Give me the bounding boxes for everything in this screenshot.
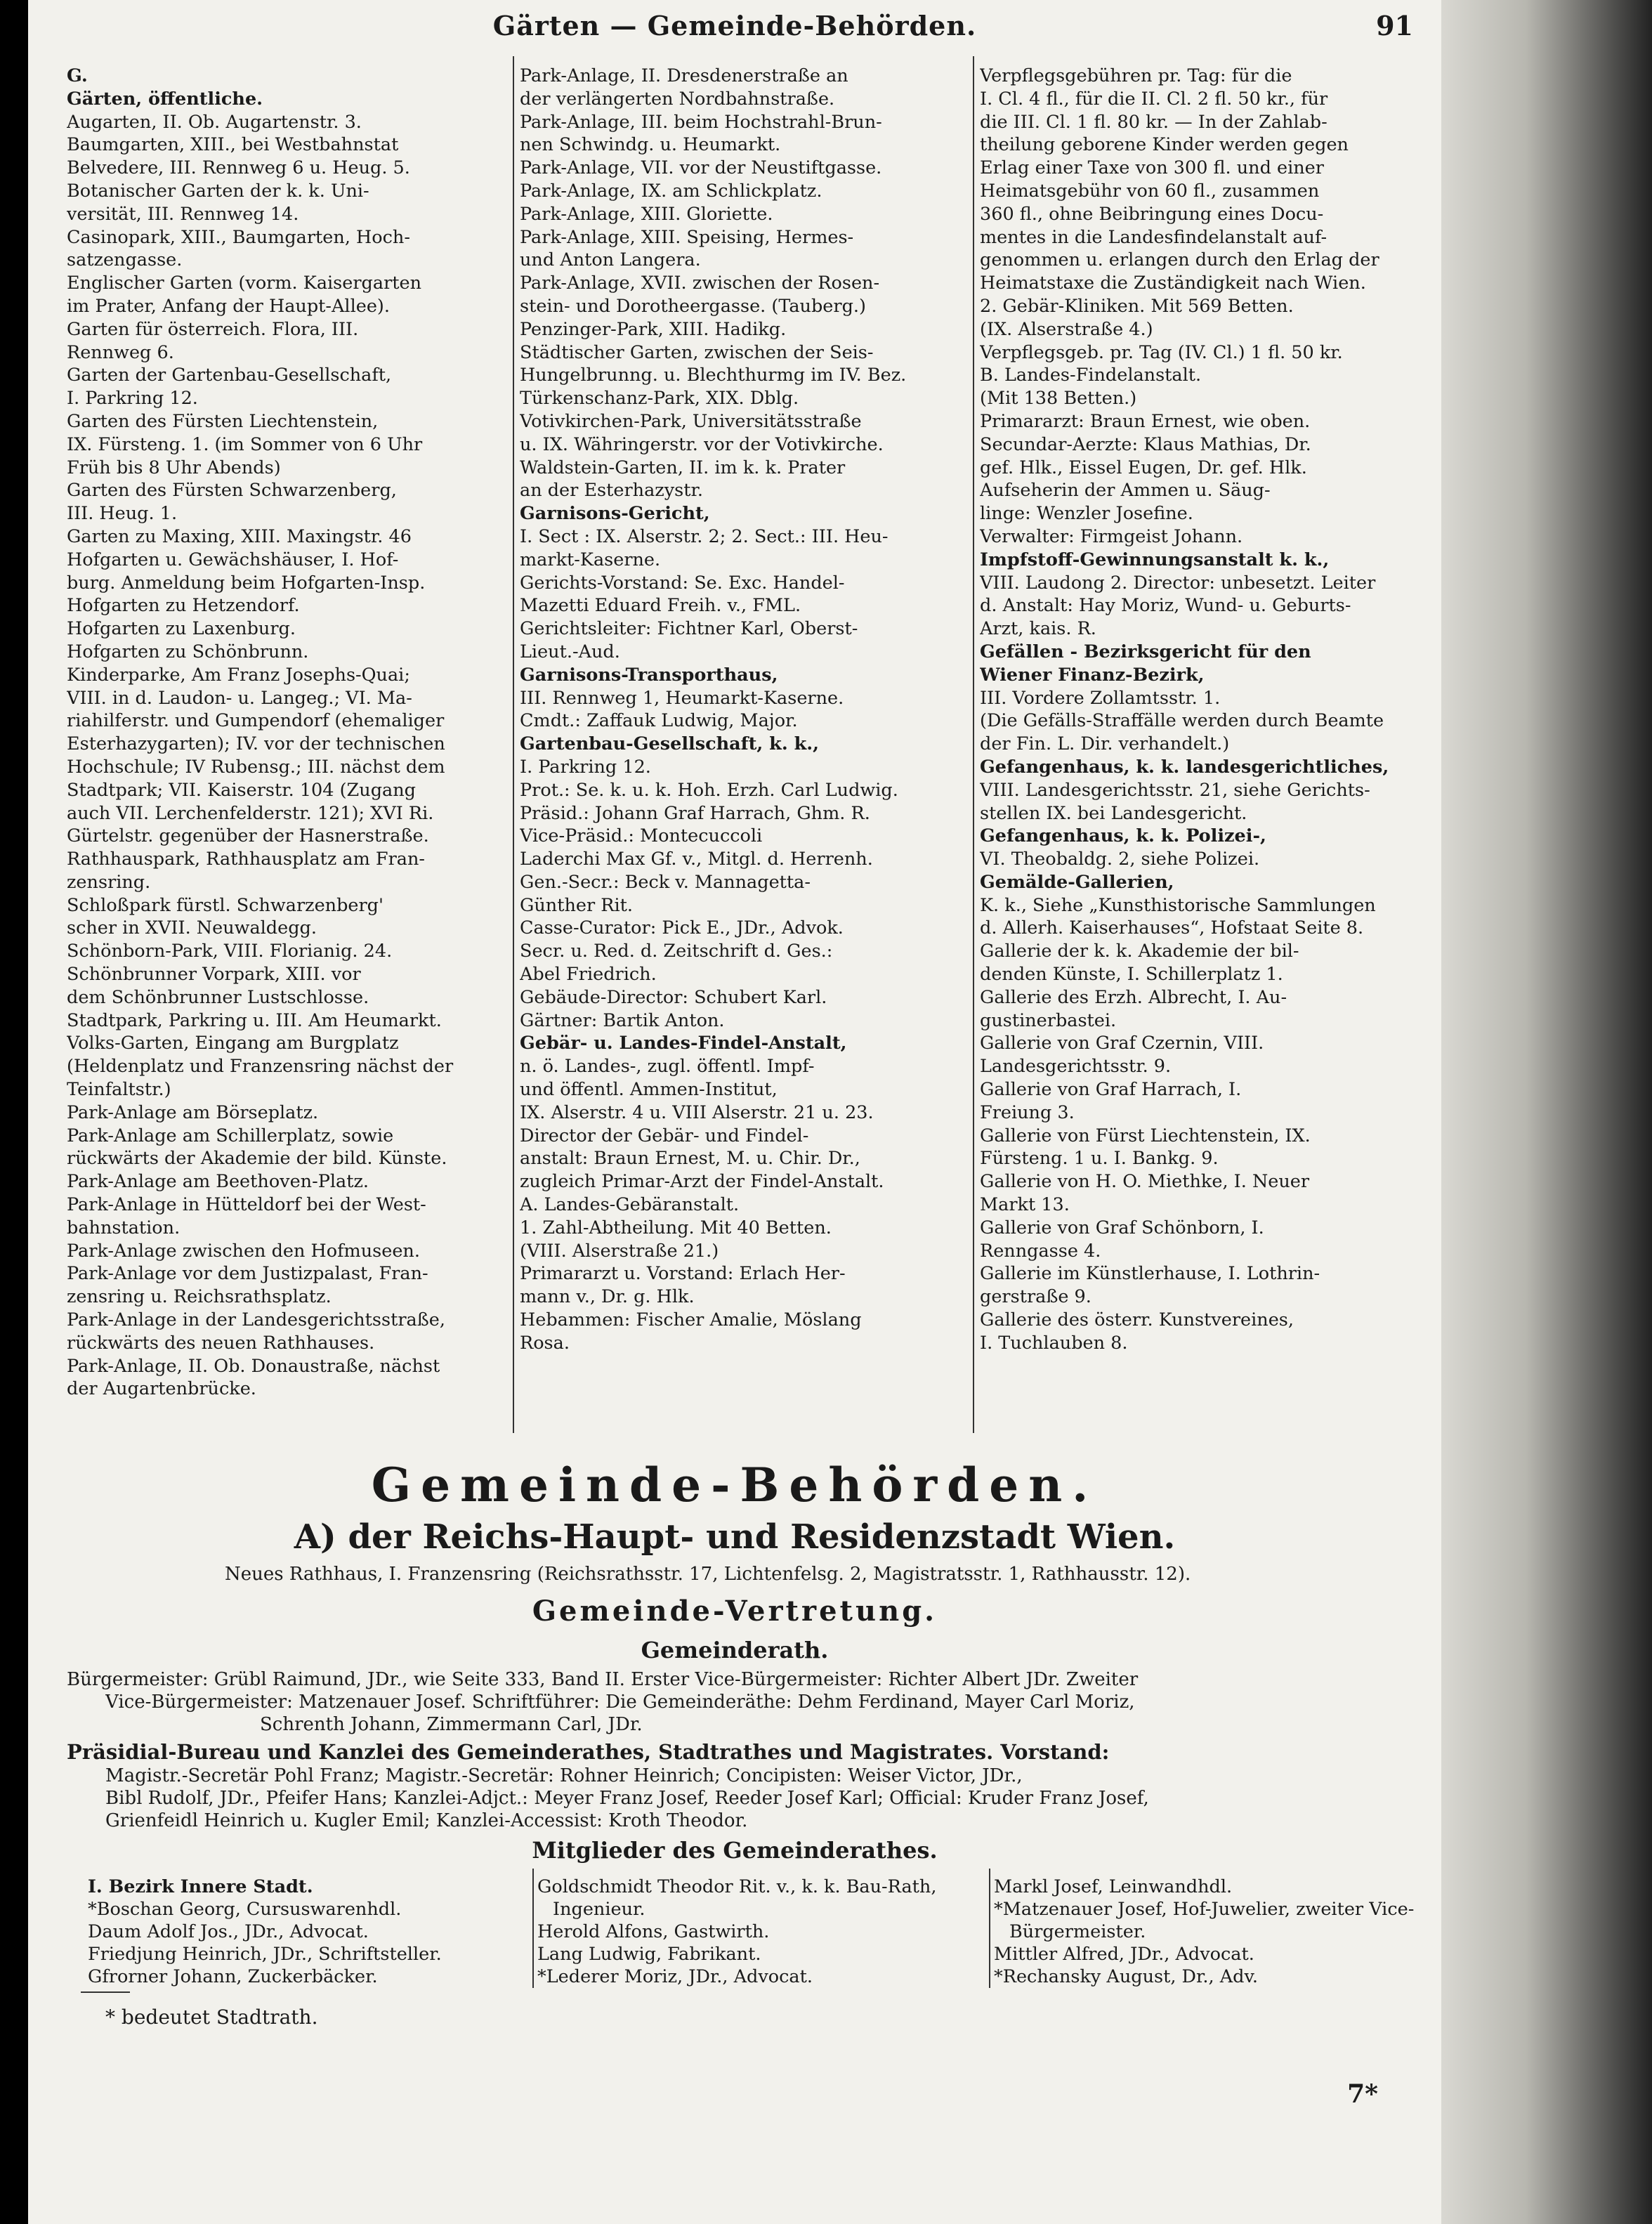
entry-line: Park-Anlage, XIII. Speising, Hermes- — [520, 226, 854, 248]
entry-line: Schloßpark fürstl. Schwarzenberg' — [67, 894, 384, 916]
entry-line: Rathhauspark, Rathhausplatz am Fran- — [67, 849, 426, 870]
entry-line: Gürtelstr. gegenüber der Hasnerstraße. — [67, 825, 429, 847]
praesidial-line-4: Grienfeidl Heinrich u. Kugler Emil; Kanzlei-Accessist: Kroth Theodor. — [105, 1810, 748, 1831]
entry-line: der Augartenbrücke. — [67, 1378, 256, 1400]
entry-line: (Heldenplatz und Franzensring nächst der — [67, 1056, 454, 1078]
member-district-heading: I. Bezirk Innere Stadt. — [88, 1876, 313, 1897]
entry-heading: Garnisons-Transporthaus, — [520, 664, 778, 686]
entry-line: der Fin. L. Dir. verhandelt.) — [980, 733, 1230, 755]
praesidial-line-3: Bibl Rudolf, JDr., Pfeifer Hans; Kanzlei-Adjct.: Meyer Franz Josef, Reeder Josef Karl; Official: Kruder Franz Josef, — [105, 1788, 1149, 1809]
entry-line: Hofgarten zu Laxenburg. — [67, 618, 296, 640]
entry-line: Votivkirchen-Park, Universitätsstraße — [520, 410, 862, 432]
page-title: Gärten — Gemeinde-Behörden. — [492, 10, 977, 41]
entry-line: Gerichtsleiter: Fichtner Karl, Oberst- — [520, 618, 858, 640]
entry-line: Gallerie von Graf Czernin, VIII. — [980, 1033, 1264, 1054]
entry-line: Hofgarten u. Gewächshäuser, I. Hof- — [67, 549, 399, 570]
member-entry: *Boschan Georg, Cursuswarenhdl. — [88, 1899, 402, 1920]
members-column-2 — [537, 1876, 987, 1988]
entry-line: Gebäude-Director: Schubert Karl. — [520, 986, 827, 1008]
entry-line: satzengasse. — [67, 249, 183, 271]
entry-line: Esterhazygarten); IV. vor der technischen — [67, 733, 445, 755]
members-divider-2 — [989, 1869, 990, 1988]
column-divider-1 — [513, 56, 514, 1433]
section-subtitle: A) der Reichs-Haupt- und Residenzstadt Wien. — [294, 1517, 1176, 1557]
entry-line: Markt 13. — [980, 1194, 1070, 1216]
entry-line: Heimatstaxe die Zuständigkeit nach Wien. — [980, 273, 1366, 294]
entry-line: Hungelbrunng. u. Blechthurmg im IV. Bez. — [520, 365, 907, 386]
entry-line: Park-Anlage, II. Dresdenerstraße an — [520, 65, 848, 86]
entry-line: III. Vordere Zollamtsstr. 1. — [980, 687, 1221, 709]
buergermeister-line-2: Vice-Bürgermeister: Matzenauer Josef. Schriftführer: Die Gemeinderäthe: Dehm Ferdinand, Mayer Carl Moriz, — [105, 1692, 1135, 1713]
entry-line: Park-Anlage am Schillerplatz, sowie — [67, 1125, 394, 1146]
entry-line: Gallerie des österr. Kunstvereines, — [980, 1309, 1294, 1331]
entry-line: markt-Kaserne. — [520, 549, 661, 570]
entry-line: VIII. in d. Laudon- u. Langeg.; VI. Ma- — [67, 687, 412, 709]
entry-line: Prot.: Se. k. u. k. Hoh. Erzh. Carl Ludwig. — [520, 779, 898, 801]
entry-line: Casinopark, XIII., Baumgarten, Hoch- — [67, 226, 410, 248]
entry-line: Vice-Präsid.: Montecuccoli — [520, 825, 763, 847]
rathhaus-address: Neues Rathhaus, I. Franzensring (Reichsrathsstr. 17, Lichtenfelsg. 2, Magistratsstr. 1, Rathhausstr. 12). — [225, 1564, 1191, 1585]
entry-line: dem Schönbrunner Lustschlosse. — [67, 986, 369, 1008]
entry-line: Fürsteng. 1 u. I. Bankg. 9. — [980, 1148, 1219, 1170]
entry-line: rückwärts des neuen Rathhauses. — [67, 1332, 375, 1354]
entry-line: Teinfaltstr.) — [67, 1079, 171, 1101]
column-2 — [520, 65, 969, 1355]
entry-line: Aufseherin der Ammen u. Säug- — [980, 480, 1271, 502]
entry-line: Gallerie von H. O. Miethke, I. Neuer — [980, 1171, 1310, 1193]
entry-line: nen Schwindg. u. Heumarkt. — [520, 134, 781, 156]
entry-line: A. Landes-Gebäranstalt. — [520, 1194, 740, 1216]
vertretung-heading: Gemeinde-Vertretung. — [532, 1595, 938, 1628]
praesidial-line-1: Präsidial-Bureau und Kanzlei des Gemeinderathes, Stadtrathes und Magistrates. Vorstand: — [67, 1741, 1110, 1763]
entry-line: B. Landes-Findelanstalt. — [980, 365, 1202, 386]
entry-line: Garten des Fürsten Liechtenstein, — [67, 410, 379, 432]
entry-heading: Impfstoff-Gewinnungsanstalt k. k., — [980, 549, 1330, 570]
entry-line: K. k., Siehe „Kunsthistorische Sammlungen — [980, 894, 1376, 916]
entry-line: Waldstein-Garten, II. im k. k. Prater — [520, 457, 846, 478]
entry-line: Mazetti Eduard Freih. v., FML. — [520, 595, 801, 617]
entry-line: Hochschule; IV Rubensg.; III. nächst dem — [67, 756, 445, 778]
entry-line: I. Parkring 12. — [67, 388, 198, 410]
entry-line: Park-Anlage am Beethoven-Platz. — [67, 1171, 369, 1193]
footnote: * bedeutet Stadtrath. — [105, 2006, 318, 2029]
entry-line: Schönborn-Park, VIII. Florianig. 24. — [67, 941, 393, 962]
entry-line: Lieut.-Aud. — [520, 641, 620, 662]
entry-line: Verpflegsgebühren pr. Tag: für die — [980, 65, 1292, 86]
entry-heading: Gefällen - Bezirksgericht für den — [980, 641, 1311, 662]
entry-line: Gärtner: Bartik Anton. — [520, 1009, 725, 1031]
entry-line: Türkenschanz-Park, XIX. Dblg. — [520, 388, 799, 410]
entry-line: mentes in die Landesfindelanstalt auf- — [980, 226, 1328, 248]
entry-line: linge: Wenzler Josefine. — [980, 503, 1193, 525]
entry-line: Rosa. — [520, 1332, 570, 1354]
footnote-rule — [81, 1991, 130, 1993]
entry-line: Englischer Garten (vorm. Kaisergarten — [67, 273, 422, 294]
entry-line: I. Cl. 4 fl., für die II. Cl. 2 fl. 50 kr., für — [980, 88, 1328, 110]
entry-line: d. Allerh. Kaiserhauses“, Hofstaat Seite 8. — [980, 917, 1364, 939]
entry-line: Hofgarten zu Schönbrunn. — [67, 641, 309, 662]
entry-line: im Prater, Anfang der Haupt-Allee). — [67, 295, 390, 317]
member-entry: Goldschmidt Theodor Rit. v., k. k. Bau-Rath, — [537, 1876, 937, 1897]
entry-line: Park-Anlage, VII. vor der Neustiftgasse. — [520, 157, 882, 179]
entry-line: gerstraße 9. — [980, 1286, 1092, 1308]
entry-line: Verpflegsgeb. pr. Tag (IV. Cl.) 1 fl. 50 kr. — [980, 341, 1343, 363]
entry-line: u. IX. Währingerstr. vor der Votivkirche. — [520, 433, 884, 455]
entry-line: stellen IX. bei Landesgericht. — [980, 802, 1247, 824]
signature-mark: 7* — [1347, 2079, 1378, 2109]
entry-line: (VIII. Alserstraße 21.) — [520, 1240, 719, 1262]
entry-line: Laderchi Max Gf. v., Mitgl. d. Herrenh. — [520, 849, 873, 870]
entry-line: Gallerie von Graf Harrach, I. — [980, 1079, 1242, 1101]
entry-line: Penzinger-Park, XIII. Hadikg. — [520, 318, 787, 340]
entry-line: Gallerie von Fürst Liechtenstein, IX. — [980, 1125, 1311, 1146]
buergermeister-line-1: Bürgermeister: Grübl Raimund, JDr., wie Seite 333, Band II. Erster Vice-Bürgermeister: Richter Albert JDr. Zweiter — [67, 1669, 1139, 1690]
entry-line: Verwalter: Firmgeist Johann. — [980, 525, 1243, 547]
column-1 — [67, 65, 509, 1401]
entry-line: Gerichts-Vorstand: Se. Exc. Handel- — [520, 572, 845, 594]
member-entry: Herold Alfons, Gastwirth. — [537, 1921, 770, 1942]
buergermeister-line-3: Schrenth Johann, Zimmermann Carl, JDr. — [260, 1714, 643, 1735]
gemeinderath-heading: Gemeinderath. — [641, 1637, 829, 1663]
entry-line: Park-Anlage am Börseplatz. — [67, 1101, 319, 1123]
entry-line: Stadtpark, Parkring u. III. Am Heumarkt. — [67, 1009, 442, 1031]
mitglieder-heading: Mitglieder des Gemeinderathes. — [532, 1837, 938, 1864]
entry-line: Park-Anlage in der Landesgerichtsstraße, — [67, 1309, 445, 1331]
entry-line: Landesgerichtsstr. 9. — [980, 1056, 1172, 1078]
entry-line: I. Tuchlauben 8. — [980, 1332, 1128, 1354]
entry-line: d. Anstalt: Hay Moriz, Wund- u. Geburts- — [980, 595, 1351, 617]
member-entry: Lang Ludwig, Fabrikant. — [537, 1944, 761, 1965]
entry-line: rückwärts der Akademie der bild. Künste. — [67, 1148, 447, 1170]
entry-line: Erlag einer Taxe von 300 fl. und einer — [980, 157, 1324, 179]
member-entry: Gfrorner Johann, Zuckerbäcker. — [88, 1966, 378, 1987]
entry-line: zensring. — [67, 871, 151, 893]
entry-line: Secundar-Aerzte: Klaus Mathias, Dr. — [980, 433, 1311, 455]
entry-line: Secr. u. Red. d. Zeitschrift d. Ges.: — [520, 941, 833, 962]
entry-heading: Gemälde-Gallerien, — [980, 871, 1174, 893]
entry-line: Gallerie der k. k. Akademie der bil- — [980, 941, 1299, 962]
entry-line: stein- und Dorotheergasse. (Tauberg.) — [520, 295, 866, 317]
member-entry: Mittler Alfred, JDr., Advocat. — [994, 1944, 1254, 1965]
page-number: 91 — [1376, 10, 1413, 41]
entry-line: IX. Alserstr. 4 u. VIII Alserstr. 21 u. 23. — [520, 1101, 874, 1123]
entry-line: Günther Rit. — [520, 894, 633, 916]
entry-line: Park-Anlage, II. Ob. Donaustraße, nächst — [67, 1355, 440, 1377]
entry-heading: Wiener Finanz-Bezirk, — [980, 664, 1205, 686]
running-head — [28, 10, 1441, 52]
entry-line: Casse-Curator: Pick E., JDr., Advok. — [520, 917, 844, 939]
column-3 — [980, 65, 1429, 1355]
entry-line: Belvedere, III. Rennweg 6 u. Heug. 5. — [67, 157, 410, 179]
entry-line: Director der Gebär- und Findel- — [520, 1125, 809, 1146]
entry-line: gef. Hlk., Eissel Eugen, Dr. gef. Hlk. — [980, 457, 1307, 478]
entry-line: und Anton Langera. — [520, 249, 701, 271]
entry-line: Freiung 3. — [980, 1101, 1075, 1123]
entry-line: Kinderparke, Am Franz Josephs-Quai; — [67, 664, 410, 686]
entry-line: 1. Zahl-Abtheilung. Mit 40 Betten. — [520, 1217, 832, 1238]
entry-line: mann v., Dr. g. Hlk. — [520, 1286, 695, 1308]
entry-line: Abel Friedrich. — [520, 964, 657, 986]
entry-line: Garten der Gartenbau-Gesellschaft, — [67, 365, 392, 386]
member-entry: Bürgermeister. — [1009, 1921, 1146, 1942]
entry-line: Park-Anlage in Hütteldorf bei der West- — [67, 1194, 426, 1216]
entry-line: genommen u. erlangen durch den Erlag der — [980, 249, 1379, 271]
entry-line: Hofgarten zu Hetzendorf. — [67, 595, 300, 617]
entry-line: VIII. Landesgerichtsstr. 21, siehe Gerichts- — [980, 779, 1370, 801]
members-column-1 — [88, 1876, 530, 1988]
column-divider-2 — [973, 56, 974, 1433]
entry-line: Renngasse 4. — [980, 1240, 1101, 1262]
entry-line: Gallerie des Erzh. Albrecht, I. Au- — [980, 986, 1287, 1008]
entry-heading: Gebär- u. Landes-Findel-Anstalt, — [520, 1033, 847, 1054]
entry-line: VIII. Laudong 2. Director: unbesetzt. Leiter — [980, 572, 1376, 594]
entry-line: Gen.-Secr.: Beck v. Mannagetta- — [520, 871, 811, 893]
entry-line: I. Parkring 12. — [520, 756, 651, 778]
entry-line: Botanischer Garten der k. k. Uni- — [67, 180, 369, 202]
entry-line: Gallerie von Graf Schönborn, I. — [980, 1217, 1264, 1238]
entry-line: Schönbrunner Vorpark, XIII. vor — [67, 964, 361, 986]
entry-line: Hebammen: Fischer Amalie, Möslang — [520, 1309, 862, 1331]
entry-line: zensring u. Reichsrathsplatz. — [67, 1286, 332, 1308]
entry-line: Park-Anlage, III. beim Hochstrahl-Brun- — [520, 111, 882, 133]
entry-line: Primararzt: Braun Ernest, wie oben. — [980, 410, 1311, 432]
member-entry: *Matzenauer Josef, Hof-Juwelier, zweiter Vice- — [994, 1899, 1415, 1920]
entry-line: an der Esterhazystr. — [520, 480, 703, 502]
entry-line: Park-Anlage, XVII. zwischen der Rosen- — [520, 273, 880, 294]
entry-line: scher in XVII. Neuwaldegg. — [67, 917, 317, 939]
entry-line: VI. Theobaldg. 2, siehe Polizei. — [980, 849, 1260, 870]
members-divider-1 — [532, 1869, 534, 1988]
entry-line: und öffentl. Ammen-Institut, — [520, 1079, 778, 1101]
entry-line: Garten für österreich. Flora, III. — [67, 318, 359, 340]
entry-line: Park-Anlage, XIII. Gloriette. — [520, 203, 773, 225]
entry-line: Garten zu Maxing, XIII. Maxingstr. 46 — [67, 525, 412, 547]
entry-heading: Gefangenhaus, k. k. landesgerichtliches, — [980, 756, 1389, 778]
entry-line: Cmdt.: Zaffauk Ludwig, Major. — [520, 710, 798, 732]
entry-line: n. ö. Landes-, zugl. öffentl. Impf- — [520, 1056, 815, 1078]
entry-line: Park-Anlage vor dem Justizpalast, Fran- — [67, 1263, 428, 1285]
entry-line: Städtischer Garten, zwischen der Seis- — [520, 341, 874, 363]
entry-line: burg. Anmeldung beim Hofgarten-Insp. — [67, 572, 426, 594]
entry-line: anstalt: Braun Ernest, M. u. Chir. Dr., — [520, 1148, 860, 1170]
entry-line: bahnstation. — [67, 1217, 181, 1238]
entry-line: III. Rennweg 1, Heumarkt-Kaserne. — [520, 687, 844, 709]
entry-line: III. Heug. 1. — [67, 503, 178, 525]
entry-line: versität, III. Rennweg 14. — [67, 203, 299, 225]
entry-line: Augarten, II. Ob. Augartenstr. 3. — [67, 111, 362, 133]
entry-line: 2. Gebär-Kliniken. Mit 569 Betten. — [980, 295, 1294, 317]
section-title: Gemeinde-Behörden. — [371, 1458, 1099, 1512]
member-entry: Markl Josef, Leinwandhdl. — [994, 1876, 1233, 1897]
entry-line: Präsid.: Johann Graf Harrach, Ghm. R. — [520, 802, 870, 824]
entry-line: denden Künste, I. Schillerplatz 1. — [980, 964, 1283, 986]
members-column-3 — [994, 1876, 1441, 1988]
scan-edge — [1441, 0, 1652, 2224]
entry-line: Früh bis 8 Uhr Abends) — [67, 457, 281, 478]
entry-line: Park-Anlage, IX. am Schlickplatz. — [520, 180, 822, 202]
entry-heading: Gartenbau-Gesellschaft, k. k., — [520, 733, 820, 755]
entry-line: Stadtpark; VII. Kaiserstr. 104 (Zugang — [67, 779, 416, 801]
praesidial-line-2: Magistr.-Secretär Pohl Franz; Magistr.-Secretär: Rohner Heinrich; Concipisten: Weiser Victor, JDr., — [105, 1765, 1023, 1786]
entry-heading: G. — [67, 65, 88, 86]
member-entry: Daum Adolf Jos., JDr., Advocat. — [88, 1921, 369, 1942]
member-entry: Friedjung Heinrich, JDr., Schriftsteller. — [88, 1944, 442, 1965]
entry-heading: Garnisons-Gericht, — [520, 503, 710, 525]
entry-line: Garten des Fürsten Schwarzenberg, — [67, 480, 397, 502]
entry-line: IX. Fürsteng. 1. (im Sommer von 6 Uhr — [67, 433, 423, 455]
member-entry: *Lederer Moriz, JDr., Advocat. — [537, 1966, 813, 1987]
entry-line: (Mit 138 Betten.) — [980, 388, 1137, 410]
entry-line: Park-Anlage zwischen den Hofmuseen. — [67, 1240, 420, 1262]
entry-line: Heimatsgebühr von 60 fl., zusammen — [980, 180, 1320, 202]
entry-line: theilung geborene Kinder werden gegen — [980, 134, 1349, 156]
entry-line: gustinerbastei. — [980, 1009, 1117, 1031]
entry-line: 360 fl., ohne Beibringung eines Docu- — [980, 203, 1324, 225]
entry-line: der verlängerten Nordbahnstraße. — [520, 88, 835, 110]
entry-line: I. Sect : IX. Alserstr. 2; 2. Sect.: III. Heu- — [520, 525, 889, 547]
entry-line: die III. Cl. 1 fl. 80 kr. — In der Zahlab- — [980, 111, 1328, 133]
entry-heading: Gefangenhaus, k. k. Polizei-, — [980, 825, 1266, 847]
member-entry: Ingenieur. — [553, 1899, 645, 1920]
entry-line: Rennweg 6. — [67, 341, 174, 363]
entry-line: riahilferstr. und Gumpendorf (ehemaliger — [67, 710, 445, 732]
entry-line: Arzt, kais. R. — [980, 618, 1096, 640]
entry-line: (Die Gefälls-Straffälle werden durch Beamte — [980, 710, 1384, 732]
member-entry: *Rechansky August, Dr., Adv. — [994, 1966, 1258, 1987]
entry-line: Primararzt u. Vorstand: Erlach Her- — [520, 1263, 846, 1285]
entry-line: auch VII. Lerchenfelderstr. 121); XVI Ri. — [67, 802, 434, 824]
entry-heading: Gärten, öffentliche. — [67, 88, 263, 110]
entry-line: Baumgarten, XIII., bei Westbahnstat — [67, 134, 399, 156]
entry-line: zugleich Primar-Arzt der Findel-Anstalt. — [520, 1171, 884, 1193]
entry-line: Gallerie im Künstlerhause, I. Lothrin- — [980, 1263, 1320, 1285]
entry-line: (IX. Alserstraße 4.) — [980, 318, 1153, 340]
entry-line: Volks-Garten, Eingang am Burgplatz — [67, 1033, 399, 1054]
page — [28, 0, 1441, 2224]
